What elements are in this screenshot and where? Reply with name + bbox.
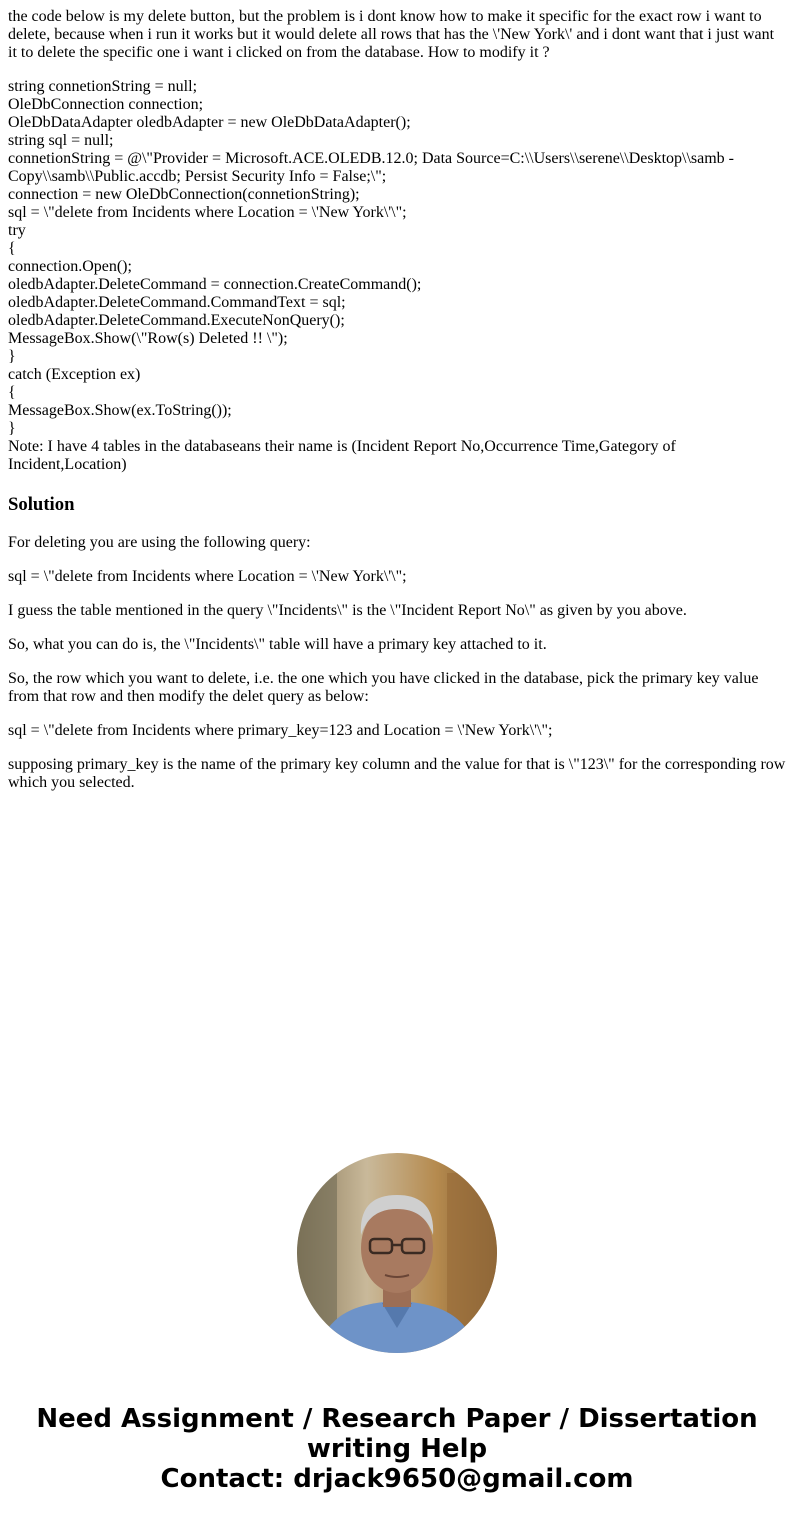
page-content	[8, 8, 786, 808]
code-line: try	[8, 222, 26, 239]
solution-paragraph: supposing primary_key is the name of the primary key column and the value for that is \"123\" for the corresponding row which you selected.	[8, 756, 786, 791]
code-line: oledbAdapter.DeleteCommand.CommandText = sql;	[8, 294, 346, 311]
code-line: catch (Exception ex)	[8, 366, 141, 383]
code-line: MessageBox.Show(\"Row(s) Deleted !! \");	[8, 330, 288, 347]
solution-paragraph: For deleting you are using the following query:	[8, 534, 311, 551]
note-line: Note: I have 4 tables in the databaseans their name is (Incident Report No,Occurrence Time,Gategory of Incident,Location)	[8, 438, 676, 473]
code-line: string sql = null;	[8, 132, 114, 149]
code-line: connetionString = @\"Provider = Microsoft.ACE.OLEDB.12.0; Data Source=C:\\Users\\serene\\Desktop\\samb - Copy\\samb\\Public.accdb; Persist Security Info = False;\";	[8, 150, 735, 185]
code-line: connection = new OleDbConnection(connetionString);	[8, 186, 360, 203]
code-line: }	[8, 420, 16, 437]
code-line: oledbAdapter.DeleteCommand.ExecuteNonQuery();	[8, 312, 345, 329]
solution-paragraph: So, what you can do is, the \"Incidents\" table will have a primary key attached to it.	[8, 636, 547, 653]
code-line: {	[8, 384, 16, 401]
code-line: connection.Open();	[8, 258, 132, 275]
code-line: OleDbDataAdapter oledbAdapter = new OleDbDataAdapter();	[8, 114, 411, 131]
contact-line: Contact: drjack9650@gmail.com	[160, 1464, 634, 1494]
code-line: }	[8, 348, 16, 365]
solution-heading: Solution	[8, 494, 75, 515]
question-text: the code below is my delete button, but the problem is i dont know how to make it specific for the exact row i want to delete, because when i run it works but it would delete all rows that has the \'New York\' and i dont want that i just want it to delete the specific one i want i clicked on from the database. How to modify it ?	[8, 8, 775, 61]
code-line: MessageBox.Show(ex.ToString());	[8, 402, 232, 419]
banner-line: writing Help	[306, 1434, 488, 1464]
code-line: string connetionString = null;	[8, 78, 198, 95]
promo-banner	[0, 1404, 794, 1494]
solution-paragraph: So, the row which you want to delete, i.e. the one which you have clicked in the database, pick the primary key value from that row and then modify the delet query as below:	[8, 670, 759, 705]
banner-line: Need Assignment / Research Paper / Dissertation	[36, 1404, 758, 1434]
code-block	[8, 78, 786, 474]
code-line: sql = \"delete from Incidents where Location = \'New York\'\";	[8, 204, 407, 221]
code-line: oledbAdapter.DeleteCommand = connection.CreateCommand();	[8, 276, 422, 293]
author-portrait-image	[297, 1153, 497, 1353]
solution-paragraph: I guess the table mentioned in the query \"Incidents\" is the \"Incident Report No\" as given by you above.	[8, 602, 687, 619]
solution-code-line: sql = \"delete from Incidents where Location = \'New York\'\";	[8, 568, 407, 585]
solution-code-line: sql = \"delete from Incidents where primary_key=123 and Location = \'New York\'\";	[8, 722, 553, 739]
author-avatar	[297, 1153, 497, 1353]
code-line: OleDbConnection connection;	[8, 96, 204, 113]
code-line: {	[8, 240, 16, 257]
